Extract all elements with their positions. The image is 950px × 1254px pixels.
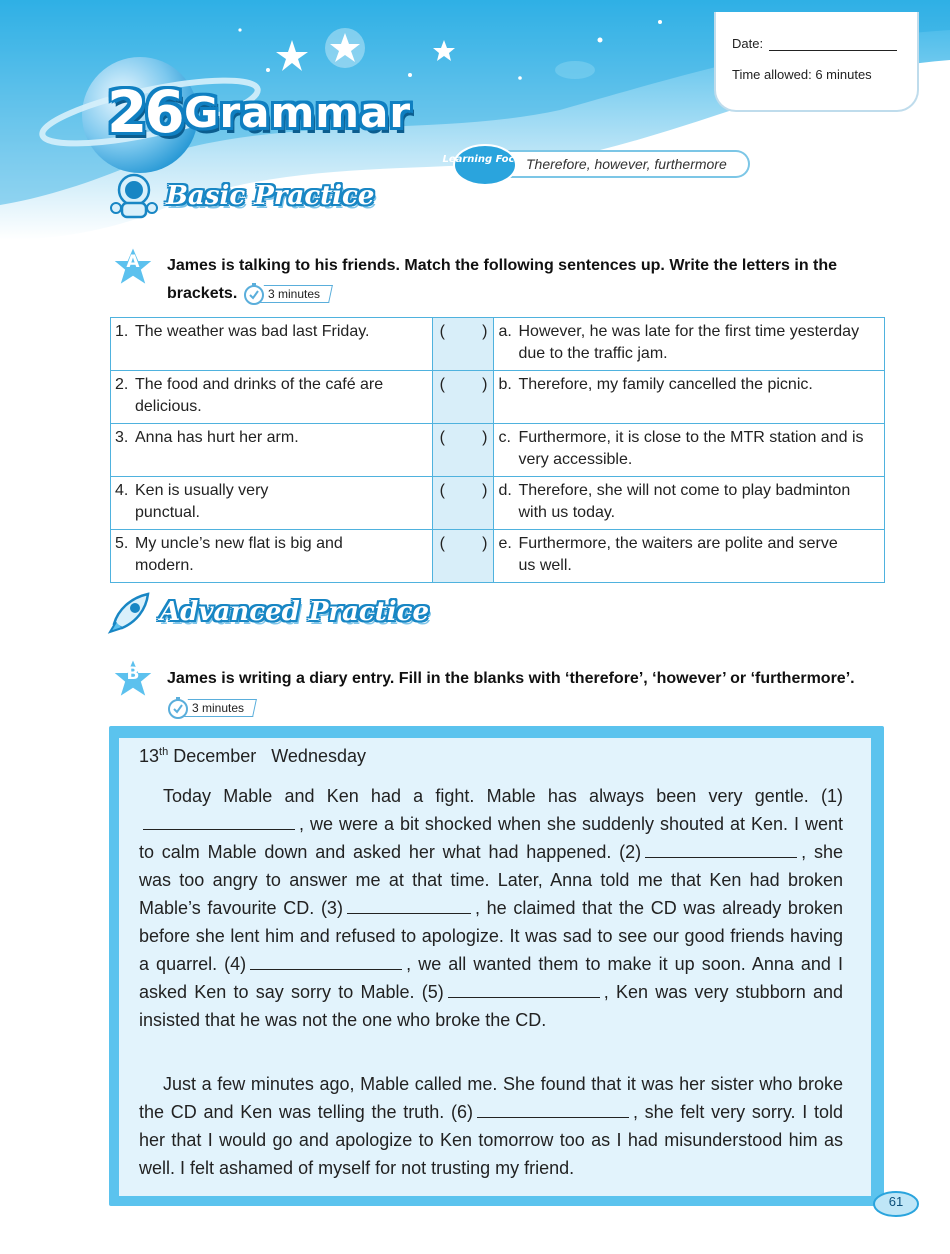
page-number-badge xyxy=(872,1188,920,1218)
unit-number: 26 xyxy=(107,78,182,146)
learning-focus-pill xyxy=(508,150,750,178)
blank-number: (2) xyxy=(619,842,642,862)
diary-text: , Ken was very stubborn and insisted that he was not the one who broke the CD. xyxy=(139,982,843,1030)
answer-bracket[interactable] xyxy=(437,480,490,502)
blank-number: (4) xyxy=(224,954,247,974)
sentence-right: Therefore, she will not come to play badminton with us today. xyxy=(518,482,851,521)
advanced-practice-title: Advanced Practice xyxy=(160,597,430,627)
sentence-left: The food and drinks of the café are delicious. xyxy=(135,376,384,415)
blank-5-input[interactable] xyxy=(448,980,600,998)
option-letter: b. xyxy=(498,376,512,393)
option-letter: d. xyxy=(498,482,512,499)
answer-bracket[interactable] xyxy=(437,321,490,343)
page-number: 61 xyxy=(888,1194,904,1209)
sentence-left: My uncle’s new flat is big and modern. xyxy=(135,535,343,574)
bracket-open: ( xyxy=(439,323,445,340)
bracket-open: ( xyxy=(439,376,445,393)
sentence-right: Therefore, my family cancelled the picnic. xyxy=(518,376,813,393)
blank-number: (1) xyxy=(820,786,843,806)
rocket-icon xyxy=(108,588,156,636)
blank-number: (3) xyxy=(320,898,343,918)
diary-paragraph-1 xyxy=(139,782,843,1034)
option-letter: a. xyxy=(498,323,512,340)
row-number: 3. xyxy=(115,429,129,446)
learning-focus-badge xyxy=(442,143,528,187)
unit-title: Grammar xyxy=(184,88,412,137)
bracket-close: ) xyxy=(482,429,488,446)
advanced-practice-heading xyxy=(108,588,429,636)
bracket-open: ( xyxy=(439,482,445,499)
date-label: Date: xyxy=(732,36,764,51)
blank-4-input[interactable] xyxy=(250,952,402,970)
diary-text: Today Mable and Ken had a fight. Mable has always been very gentle. xyxy=(163,786,809,806)
table-row xyxy=(111,424,885,477)
section-a-badge xyxy=(110,244,156,288)
option-letter: c. xyxy=(498,429,511,446)
sentence-left: Ken is usually very punctual. xyxy=(135,482,269,521)
blank-number: (6) xyxy=(450,1102,473,1122)
diary-date-rest: December Wednesday xyxy=(168,746,366,766)
table-row xyxy=(111,530,885,583)
time-allowed: Time allowed: 6 minutes xyxy=(732,67,872,82)
answer-bracket[interactable] xyxy=(437,374,490,396)
matching-table xyxy=(110,317,885,583)
blank-1-input[interactable] xyxy=(143,812,295,830)
diary-text: , we were a bit shocked when she suddenly shouted at Ken. I went to calm Mable down and asked her what had happened. xyxy=(139,814,843,862)
bracket-open: ( xyxy=(439,535,445,552)
row-number: 4. xyxy=(115,482,129,499)
row-number: 1. xyxy=(115,323,129,340)
diary-text: Just a few minutes ago, Mable called me. She found that it was her sister who broke the CD and Ken was telling the truth. xyxy=(139,1074,843,1122)
bracket-close: ) xyxy=(482,482,488,499)
blank-3-input[interactable] xyxy=(347,896,471,914)
section-b-timer-label: 3 minutes xyxy=(192,700,245,715)
diary-text: , he claimed that the CD was already broken before she lent him and refused to apologize. It was sad to see our good friends having a quarrel. xyxy=(139,898,843,974)
diary-text: , we all wanted them to make it up soon. Anna and I asked Ken to say sorry to Mable. xyxy=(139,954,843,1002)
row-number: 5. xyxy=(115,535,129,552)
blank-6-input[interactable] xyxy=(477,1100,629,1118)
diary-date-suffix: th xyxy=(159,746,169,758)
section-a-instruction-text: James is talking to his friends. Match the following sentences up. Write the letters in the brackets. xyxy=(167,257,838,302)
blank-number: (5) xyxy=(421,982,444,1002)
learning-focus-text: Therefore, however, furthermore xyxy=(526,156,727,172)
learning-focus-badge-label: Learning Focus xyxy=(442,154,528,165)
sentence-right: Furthermore, it is close to the MTR station and is very accessible. xyxy=(518,429,864,468)
section-a-instruction xyxy=(167,252,885,308)
basic-practice-heading xyxy=(108,170,374,222)
basic-practice-title: Basic Practice xyxy=(166,181,375,211)
sentence-right: However, he was late for the first time yesterday due to the traffic jam. xyxy=(518,323,860,362)
date-time-box xyxy=(714,12,919,112)
row-number: 2. xyxy=(115,376,129,393)
section-a-letter: A xyxy=(126,252,140,272)
bracket-open: ( xyxy=(439,429,445,446)
table-row xyxy=(111,371,885,424)
date-input-line[interactable] xyxy=(769,37,897,51)
diary-date-day: 13 xyxy=(139,746,160,766)
diary-text: , she felt very sorry. I told her that I would go and apologize to Ken tomorrow too as I had misunderstood him as well. I felt ashamed of myself for not trusting my friend. xyxy=(139,1102,844,1178)
section-b-letter: B xyxy=(126,664,140,684)
bracket-close: ) xyxy=(482,535,488,552)
section-a-timer xyxy=(242,283,331,305)
bracket-close: ) xyxy=(482,323,488,340)
answer-bracket[interactable] xyxy=(437,533,490,555)
diary-date xyxy=(139,746,366,767)
section-b-instruction xyxy=(167,665,897,693)
astronaut-icon xyxy=(108,170,160,222)
bracket-close: ) xyxy=(482,376,488,393)
diary-paragraph-2 xyxy=(139,1070,843,1182)
table-row xyxy=(111,318,885,371)
table-row xyxy=(111,477,885,530)
answer-bracket[interactable] xyxy=(437,427,490,449)
option-letter: e. xyxy=(498,535,512,552)
sentence-left: Anna has hurt her arm. xyxy=(135,429,299,446)
date-row xyxy=(732,36,897,51)
sentence-right: Furthermore, the waiters are polite and serve us well. xyxy=(518,535,838,574)
section-b-timer xyxy=(166,697,255,719)
diary-text: , she was too angry to answer me at that time. Later, Anna told me that Ken had broken Mable’s favourite CD. xyxy=(139,842,843,918)
section-b-instruction-text: James is writing a diary entry. Fill in the blanks with ‘therefore’, ‘however’ or ‘furthermore’. xyxy=(167,670,855,687)
section-b-badge xyxy=(110,656,156,700)
blank-2-input[interactable] xyxy=(645,840,797,858)
section-a-timer-label: 3 minutes xyxy=(267,286,320,301)
sentence-left: The weather was bad last Friday. xyxy=(135,323,370,340)
section-b-timer-row xyxy=(166,694,255,722)
